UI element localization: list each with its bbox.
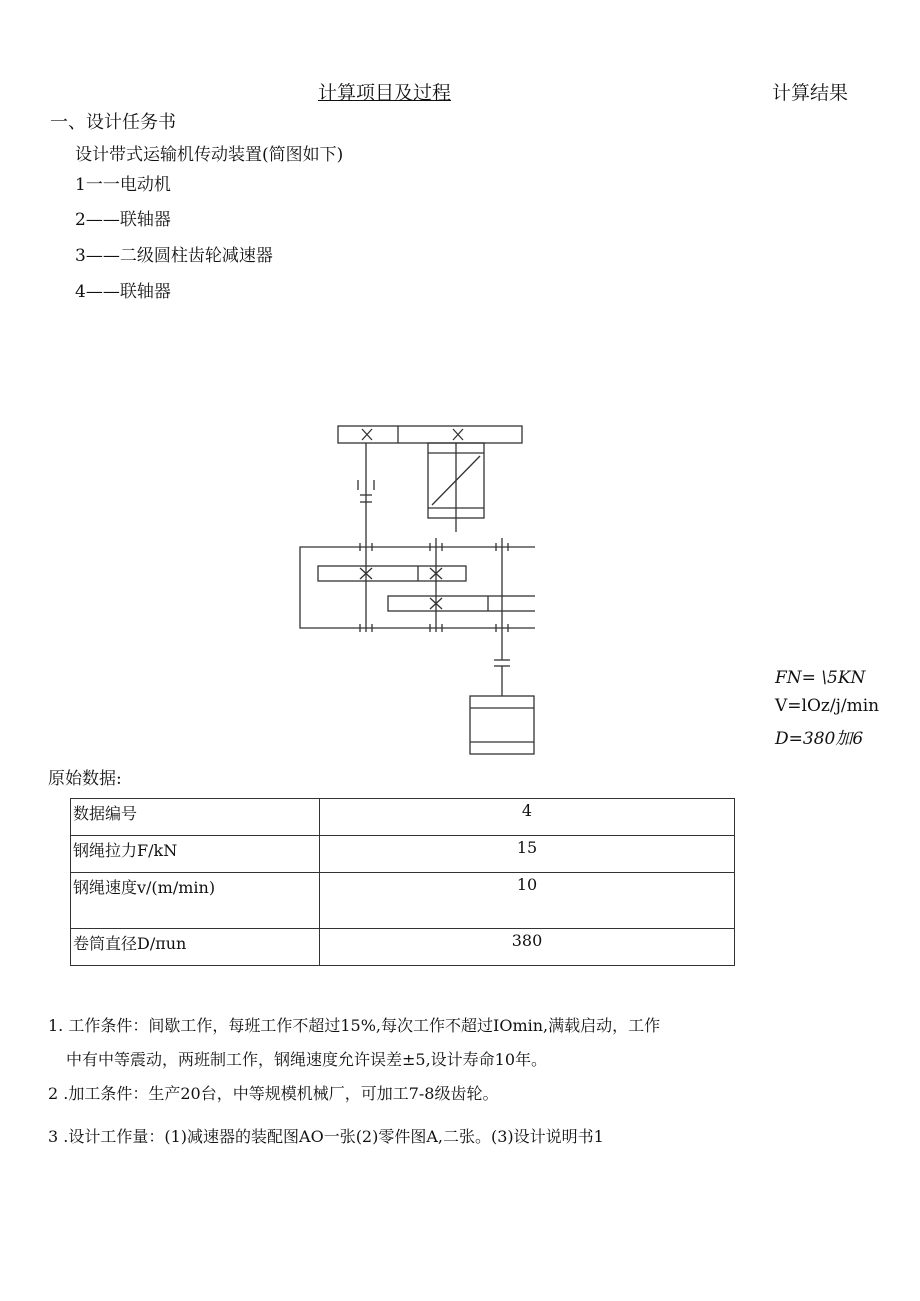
input-coupling bbox=[494, 660, 510, 696]
electric-motor bbox=[470, 696, 534, 754]
list-item: 3——二级圆柱齿轮减速器 bbox=[75, 246, 273, 266]
result-force: FN= \5KN bbox=[775, 668, 866, 688]
work-conditions-line2: 中有中等震动，两班制工作，钢绳速度允许误差±5,设计寿命10年。 bbox=[66, 1050, 548, 1069]
table-cell-value: 10 bbox=[320, 873, 735, 929]
raw-data-label: 原始数据: bbox=[48, 769, 122, 789]
list-item: 2——联轴器 bbox=[75, 210, 171, 230]
table-cell-value: 380 bbox=[320, 929, 735, 966]
table-cell-key: 钢绳速度v/(m/min) bbox=[71, 873, 320, 929]
table-row bbox=[71, 836, 735, 873]
gear-stage-1 bbox=[318, 566, 466, 581]
list-item: 4——联轴器 bbox=[75, 282, 171, 302]
work-conditions-line1: 1. 工作条件：间歇工作，每班工作不超过15%,每次工作不超过IOmin,满载启动，工作 bbox=[48, 1016, 661, 1035]
raw-data-table bbox=[70, 798, 735, 966]
output-coupling bbox=[358, 443, 374, 543]
result-header: 计算结果 bbox=[772, 82, 849, 104]
table-cell-key: 卷筒直径D/πun bbox=[71, 929, 320, 966]
result-diameter: D=380加6 bbox=[775, 729, 864, 749]
table-cell-value: 4 bbox=[320, 799, 735, 836]
table-cell-key: 钢绳拉力F/kN bbox=[71, 836, 320, 873]
table-cell-key: 数据编号 bbox=[71, 799, 320, 836]
calc-header: 计算项目及过程 bbox=[318, 82, 452, 104]
table-cell-value: 15 bbox=[320, 836, 735, 873]
task-description: 设计带式运输机传动装置(简图如下) bbox=[75, 145, 344, 165]
table-row bbox=[71, 799, 735, 836]
gear-stage-2 bbox=[388, 596, 535, 611]
table-row bbox=[71, 929, 735, 966]
processing-conditions: 2 .加工条件：生产20台，中等规模机械厂，可加工7-8级齿轮。 bbox=[48, 1084, 499, 1103]
result-speed: V=lOz/j/min bbox=[775, 696, 880, 716]
list-item: 1一一电动机 bbox=[75, 175, 171, 195]
transmission-diagram bbox=[290, 420, 535, 765]
gearbox-housing bbox=[300, 538, 535, 660]
section-title: 一、设计任务书 bbox=[50, 112, 176, 133]
design-workload: 3 .设计工作量：(1)减速器的装配图AO一张(2)零件图A,二张。(3)设计说明书1 bbox=[48, 1127, 604, 1146]
table-row bbox=[71, 873, 735, 929]
